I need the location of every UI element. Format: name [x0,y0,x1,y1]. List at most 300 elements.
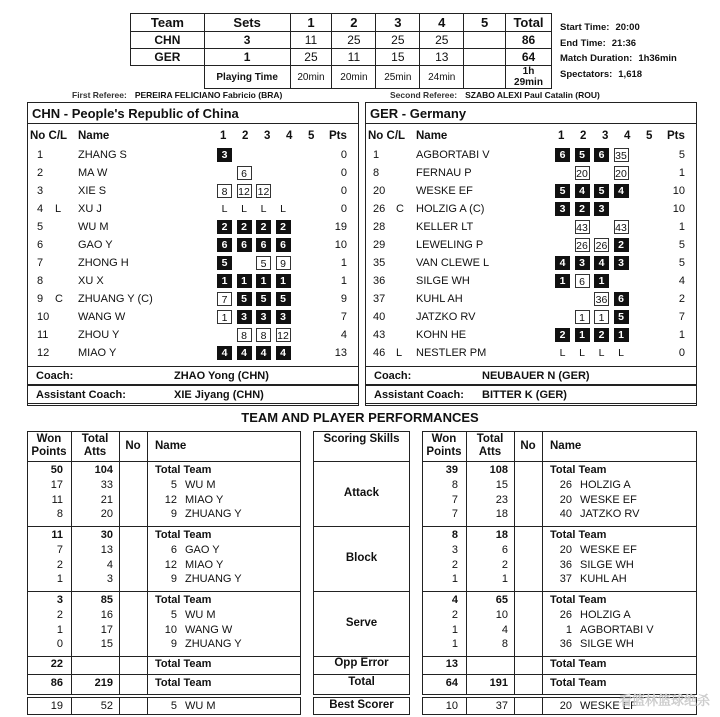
ger-row-no: 37 [559,573,572,585]
pt-set5 [464,66,506,89]
divider [27,674,301,675]
s4-chn: 25 [420,32,464,49]
player-number: 11 [37,329,49,341]
set-scoreboard [130,13,552,89]
player-name: SILGE WH [416,275,470,287]
chn-group-won: 50 [50,464,63,476]
ger-assistant-coach: Assistant Coach: BITTER K (GER) [365,385,697,404]
player-row [27,165,359,181]
player-set4-position: 3 [276,310,291,324]
player-points: 5 [678,239,685,251]
chn-best-name: WU M [185,700,216,712]
player-set2-position: 5 [575,148,590,162]
player-set3-position: 5 [594,184,609,198]
player-set2-position: 12 [238,186,250,198]
player-set3-position: 4 [594,256,609,270]
player-number: 29 [373,239,386,251]
total-ger: 64 [506,49,552,66]
chn-row-won: 0 [56,638,63,650]
ger-row-won: 2 [451,558,458,571]
end-time-label: End Time: [560,37,606,49]
player-number: 37 [373,293,386,305]
divider [27,526,301,527]
player-name: ZHANG S [78,149,127,161]
ger-group-atts: 108 [489,464,508,476]
player-set1-position: 2 [555,328,570,342]
chn-best-won: 19 [50,700,63,712]
player-name: MIAO Y [78,347,117,359]
ger-row-name: HOLZIG A [580,609,631,621]
player-cl: C [55,293,63,305]
player-set4-position: 5 [614,310,629,324]
chn-row-atts: 16 [100,609,113,621]
ger-hdr-atts: Total Atts [476,433,504,458]
player-number: 10 [37,311,50,323]
ger-coach: Coach: NEUBAUER N (GER) [365,366,697,385]
player-set2-position: 1 [575,310,590,324]
player-points: 10 [672,203,685,215]
player-set2-position: 1 [575,328,590,342]
ger-row-no: 26 [559,609,572,621]
s2-ger: 11 [332,49,376,66]
player-set4-position: 35 [615,150,627,162]
chn-group-name: Total Team [155,529,212,541]
ger-row-won: 2 [451,609,458,621]
player-set2-position: 5 [237,292,252,306]
ger-row-name: WESKE EF [580,544,637,556]
hdr-scoring-skills: Scoring Skills [323,433,400,445]
player-set2-position: 43 [576,222,588,234]
divider [422,526,697,527]
divider [27,591,301,592]
player-points: 4 [340,329,347,341]
ger-row-won: 1 [451,623,458,636]
ger-row-won: 1 [451,573,458,585]
ger-hdr-set2: 2 [580,130,587,142]
player-set4-position: 9 [276,256,291,270]
s1-ger: 25 [290,49,332,66]
player-set4-position: 4 [614,184,629,198]
player-points: 13 [334,347,347,359]
ger-row-no: 36 [559,638,572,650]
player-set4-position: 20 [615,168,627,180]
ger-total-name: Total Team [550,677,607,689]
ger-row-atts: 4 [501,623,508,636]
ger-total-atts: 191 [489,677,508,689]
player-row [27,273,359,289]
chn-row-won: 1 [56,623,63,636]
player-name: NESTLER PM [416,347,487,359]
player-points: 4 [678,275,685,287]
player-set1-position: 2 [217,220,232,234]
player-set4-position: 6 [276,238,291,252]
player-set3-position: 12 [257,186,270,198]
player-set3-position: 1 [256,274,271,288]
chn-row-atts: 15 [100,638,113,650]
chn-best-atts: 52 [100,700,113,712]
player-set4-position: 12 [277,330,289,342]
chn-hdr-set2: 2 [242,130,249,142]
chn-hdr-set5: 5 [308,130,315,142]
player-set4-position: L [280,203,286,215]
chn-hdr-won: Won Points [31,433,67,458]
ger-group-name: Total Team [550,464,607,476]
chn-group-atts: 104 [94,464,113,476]
player-set3-position: 26 [595,240,608,252]
ger-row-won: 1 [451,638,458,650]
ger-row-no: 36 [559,558,572,571]
chn-best-no: 5 [170,700,177,712]
player-points: 1 [678,221,685,233]
duration: 1h36min [638,53,677,64]
player-set3-position: 4 [256,346,271,360]
divider [313,461,410,462]
player-row [27,201,359,217]
player-name: HOLZIG A (C) [416,203,485,215]
chn-row-name: WANG W [185,623,233,636]
player-points: 1 [678,167,685,179]
player-set4-position: L [618,347,624,359]
chn-row-atts: 3 [106,573,113,585]
player-set4-position: 6 [614,292,629,306]
player-name: MA W [78,167,108,179]
player-name: WANG W [78,311,126,323]
player-set4-position: 5 [276,292,291,306]
player-set4-position: 2 [614,238,629,252]
player-points: 0 [340,185,347,197]
ger-title: GER - Germany [366,103,696,124]
player-number: 26 [373,203,386,215]
player-set3-position: 5 [256,292,271,306]
divider [422,591,697,592]
ger-row-atts: 10 [495,609,508,621]
chn-row-atts: 13 [100,544,113,556]
player-set3-position: 1 [594,274,609,288]
chn-row-name: MIAO Y [185,558,224,571]
player-number: 8 [37,275,44,287]
ger-row-atts: 23 [495,493,508,506]
chn-row-won: 7 [56,544,63,556]
ger-row-atts: 1 [501,573,508,585]
ger-hdr-set4: 4 [624,130,631,142]
ger-row-name: WESKE EF [580,493,637,506]
player-number: 35 [373,257,386,269]
player-row [27,309,359,325]
chn-row-atts: 20 [100,508,113,520]
chn-row-name: ZHUANG Y [185,638,242,650]
ger-group-won: 8 [451,529,458,541]
chn-row-won: 2 [56,558,63,571]
player-set1-position: 1 [555,274,570,288]
player-row [365,273,697,289]
chn-row-atts: 33 [100,479,113,491]
ger-row-name: SILGE WH [580,558,634,571]
player-row [365,147,697,163]
player-points: 10 [334,239,347,251]
chn-row-won: 1 [56,573,63,585]
chn-row-no: 5 [170,479,177,491]
player-points: 9 [340,293,347,305]
ger-row-won: 8 [451,479,458,491]
ger-hdr-set3: 3 [602,130,609,142]
skill-total: Total [348,676,375,688]
ger-group-name: Total Team [550,594,607,606]
total-chn: 86 [506,32,552,49]
player-set2-position: 20 [576,168,588,180]
ger-row-name: HOLZIG A [580,479,631,491]
player-set2-position: L [241,203,247,215]
ger-best-name: WESKE EF [580,700,637,712]
player-number: 1 [373,149,380,161]
player-number: 40 [373,311,386,323]
divider [514,697,515,715]
chn-group-won: 11 [51,529,63,541]
player-name: VAN CLEWE L [416,257,490,269]
player-points: 1 [340,257,347,269]
ger-opp-error-name: Total Team [550,658,607,670]
player-set4-position: 3 [614,256,629,270]
ger-hdr-set1: 1 [558,130,565,142]
ger-row-no: 20 [559,544,572,556]
player-points: 0 [340,167,347,179]
player-set1-position: 4 [555,256,570,270]
player-name: XIE S [78,185,107,197]
divider [542,697,543,715]
player-number: 7 [37,257,44,269]
end-time: 21:36 [611,37,637,49]
ger-row-no: 40 [559,508,572,520]
player-set1-position: 1 [217,310,232,324]
player-row [365,309,697,325]
player-points: 7 [678,311,685,323]
sets-ger: 1 [204,49,290,66]
player-row [27,255,359,271]
ger-group-won: 4 [451,594,458,606]
player-cl: C [396,203,404,215]
spectators: 1,618 [618,68,643,80]
ger-row-name: AGBORTABI V [580,623,654,636]
player-set1-position: L [221,203,228,215]
player-name: KELLER LT [416,221,474,233]
player-number: 2 [37,167,44,179]
ger-row-won: 7 [451,493,458,506]
divider [466,697,467,715]
chn-row-atts: 21 [100,493,113,506]
player-set3-position: 6 [594,148,609,162]
player-name: XU J [78,203,102,215]
player-set3-position: L [598,347,605,359]
chn-hdr-pts: Pts [329,130,347,142]
pt-set4: 24min [420,66,464,89]
player-set2-position: 8 [237,328,252,342]
player-name: KUHL AH [416,293,463,305]
ger-hdr-set5: 5 [646,130,653,142]
chn-row-no: 12 [164,493,177,506]
player-name: ZHUANG Y (C) [78,293,153,305]
divider [313,526,410,527]
player-set4-position: 2 [276,220,291,234]
first-referee: First Referee: PEREIRA FELICIANO Fabricio (BRA) [72,90,283,100]
player-row [365,327,697,343]
chn-title: CHN - People's Republic of China [28,103,358,124]
ger-row-won: 3 [451,544,458,556]
chn-hdr-nocl: No C/L [30,130,68,142]
divider [27,461,301,462]
start-time-label: Start Time: [560,22,610,33]
playing-time-label: Playing Time [204,66,290,89]
player-name: AGBORTABI V [416,149,490,161]
ger-group-won: 39 [445,464,458,476]
player-points: 0 [678,347,685,359]
ger-hdr-name: Name [550,440,582,452]
player-set2-position: 6 [237,166,252,180]
player-set4-position: 4 [276,346,291,360]
s3-chn: 25 [376,32,420,49]
player-number: 8 [373,167,380,179]
player-row [27,327,359,343]
player-number: 3 [37,185,44,197]
ger-row-atts: 15 [495,479,508,491]
pt-set3: 25min [376,66,420,89]
player-points: 5 [678,257,685,269]
s2-chn: 25 [332,32,376,49]
player-number: 4 [37,203,44,215]
ger-hdr-pts: Pts [667,130,685,142]
player-name: ZHOU Y [78,329,120,341]
player-set3-position: 8 [256,328,271,342]
chn-assistant-coach: Assistant Coach: XIE Jiyang (CHN) [27,385,359,404]
chn-row-won: 8 [56,508,63,520]
player-set1-position: 5 [217,256,232,270]
chn-total-won: 86 [50,677,63,689]
ger-row-name: JATZKO RV [580,508,640,520]
chn-row-no: 9 [170,573,177,585]
player-points: 7 [340,311,347,323]
player-set3-position: 2 [594,328,609,342]
player-points: 5 [678,149,685,161]
hdr-set4: 4 [420,14,464,32]
ger-hdr-won: Won Points [426,433,462,458]
ger-best-won: 10 [445,700,458,712]
ger-row-atts: 18 [495,508,508,520]
player-row [365,237,697,253]
chn-row-won: 11 [51,493,63,506]
hdr-sets: Sets [204,14,290,32]
player-set3-position: 6 [256,238,271,252]
player-set1-position: 4 [217,346,232,360]
ger-hdr-nocl: No C/L [368,130,406,142]
chn-coach: Coach: ZHAO Yong (CHN) [27,366,359,385]
chn-row-name: WU M [185,479,216,491]
ger-hdr-name: Name [416,130,448,142]
player-set2-position: 3 [575,256,590,270]
player-set2-position: 4 [237,346,252,360]
chn-row-name: GAO Y [185,544,220,556]
sets-chn: 3 [204,32,290,49]
player-set2-position: L [579,347,585,359]
chn-hdr-set4: 4 [286,130,293,142]
player-set2-position: 26 [576,240,588,252]
ger-group-name: Total Team [550,529,607,541]
chn-row-no: 9 [170,508,177,520]
player-name: ZHONG H [78,257,129,269]
hdr-total: Total [506,14,552,32]
ger-row-won: 7 [451,508,458,520]
chn-total-name: Total Team [155,677,212,689]
divider [422,674,697,675]
player-row [365,219,697,235]
player-number: 20 [373,185,386,197]
chn-row-no: 10 [164,623,177,636]
player-name: FERNAU P [416,167,472,179]
player-set3-position: 1 [594,310,609,324]
player-points: 0 [340,149,347,161]
hdr-set5: 5 [464,14,506,32]
player-cl: L [55,203,62,215]
player-set1-position: 3 [555,202,570,216]
chn-group-won: 3 [56,594,63,606]
player-set1-position: 3 [217,148,232,162]
player-row [365,183,697,199]
player-set4-position: 43 [615,222,627,234]
player-name: KOHN HE [416,329,467,341]
player-set2-position: 3 [237,310,252,324]
player-number: 5 [37,221,44,233]
hdr-set3: 3 [376,14,420,32]
chn-group-name: Total Team [155,464,212,476]
s5-ger [464,49,506,66]
chn-row-atts: 4 [106,558,113,571]
chn-row-name: WU M [185,609,216,621]
chn-row-no: 6 [170,544,177,556]
ger-opp-error: 13 [445,658,458,670]
skill-block: Block [345,552,378,564]
hdr-set2: 2 [332,14,376,32]
chn-row-no: 5 [170,609,177,621]
start-time: 20:00 [615,22,640,33]
match-info [560,20,677,82]
player-name: WESKE EF [416,185,473,197]
skill-opp-error: Opp Error [334,657,389,669]
player-set1-position: 5 [555,184,570,198]
ger-row-atts: 8 [501,638,508,650]
duration-label: Match Duration: [560,53,633,64]
player-set1-position: 1 [217,274,232,288]
watermark: 看篮林篮球绝杀 [618,693,710,708]
ger-group-atts: 18 [495,529,508,541]
player-number: 28 [373,221,386,233]
chn-row-atts: 17 [100,623,113,636]
pt-set2: 20min [332,66,376,89]
ger-best-no: 20 [559,700,572,712]
ger-hdr-no: No [520,440,536,452]
player-set1-position: 6 [217,238,232,252]
player-set1-position: 6 [555,148,570,162]
player-set2-position: 2 [575,202,590,216]
player-number: 12 [37,347,50,359]
chn-total-atts: 219 [94,677,113,689]
player-number: 46 [373,347,386,359]
skill-serve: Serve [345,617,378,629]
ger-row-no: 26 [559,479,572,491]
ger-row-no: 1 [565,623,572,636]
best-scorer-label: Best Scorer [329,699,394,711]
ger-row-atts: 2 [501,558,508,571]
player-row [27,147,359,163]
player-set1-position: L [559,347,566,359]
chn-hdr-name: Name [78,130,110,142]
chn-row-no: 12 [164,558,177,571]
